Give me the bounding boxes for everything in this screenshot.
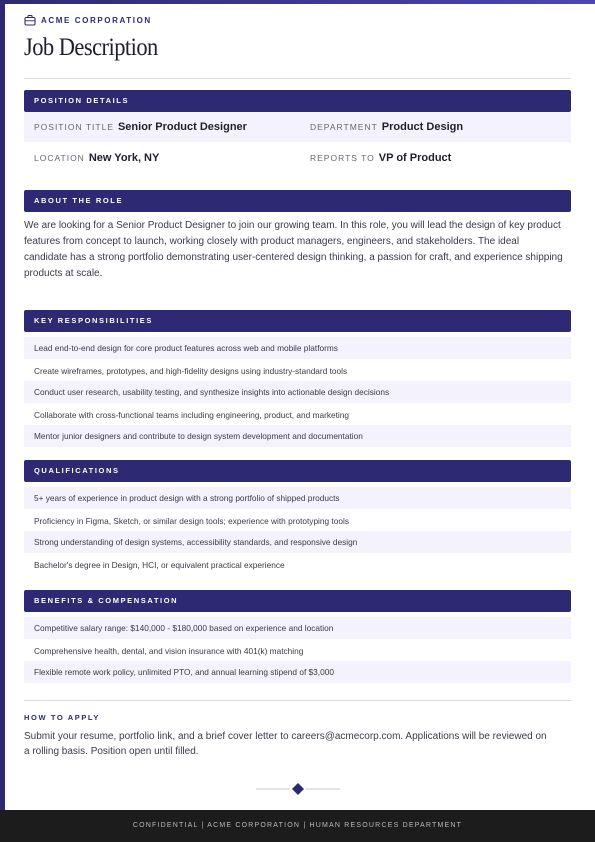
company-name: ACME CORPORATION	[41, 15, 152, 25]
list-item: 5+ years of experience in product design with a strong portfolio of shipped products	[24, 487, 571, 509]
position-title-label: POSITION TITLE	[34, 122, 114, 132]
list-item: Flexible remote work policy, unlimited PTO, and annual learning stipend of $3,000	[24, 661, 571, 683]
top-accent-bar	[0, 0, 595, 4]
title-divider	[24, 78, 571, 79]
company-brand	[24, 14, 152, 26]
section-header-qualifications: QUALIFICATIONS	[24, 460, 571, 482]
left-accent-bar	[0, 0, 5, 810]
list-item: Competitive salary range: $140,000 - $180,000 based on experience and location	[24, 617, 571, 639]
reports-to-label: REPORTS TO	[310, 153, 375, 163]
briefcase-icon	[24, 14, 36, 26]
section-header-about: ABOUT THE ROLE	[24, 190, 571, 212]
reports-to-value: VP of Product	[378, 152, 452, 164]
about-paragraph: We are looking for a Senior Product Designer to join our growing team. In this role, you will lead the design of key product features from concept to launch, working closely with product managers, engineers, and stakeholders. The ideal candidate has a strong portfolio demonstrating user-centered design thinking, a passion for craft, and experience shipping products at scale.	[24, 220, 563, 279]
list-item: Strong understanding of design systems, accessibility standards, and responsive design	[24, 531, 571, 553]
diamond-divider-icon	[256, 781, 340, 797]
details-row-2	[24, 143, 571, 173]
section-header-responsibilities: KEY RESPONSIBILITIES	[24, 310, 571, 332]
list-item: Comprehensive health, dental, and vision insurance with 401(k) matching	[34, 646, 304, 656]
list-item: Create wireframes, prototypes, and high-fidelity designs using industry-standard tools	[34, 366, 348, 376]
position-title-field	[34, 112, 247, 142]
location-value: New York, NY	[88, 152, 160, 164]
department-label: DEPARTMENT	[310, 122, 378, 132]
position-title-value: Senior Product Designer	[117, 121, 247, 133]
department-value: Product Design	[381, 121, 464, 133]
apply-heading: HOW TO APPLY	[24, 713, 101, 722]
page-title: Job Description	[24, 34, 158, 61]
section-header-benefits: BENEFITS & COMPENSATION	[24, 590, 571, 612]
location-field	[34, 143, 159, 173]
list-item: Mentor junior designers and contribute to design system development and documentation	[24, 425, 571, 447]
list-item: Proficiency in Figma, Sketch, or similar design tools; experience with prototyping tools	[34, 516, 349, 526]
apply-text: Submit your resume, portfolio link, and a brief cover letter to careers@acmecorp.com. Applications will be reviewed on a rolling basis. Position open until filled.	[24, 731, 547, 757]
details-row-1	[24, 112, 571, 142]
page-footer: CONFIDENTIAL | ACME CORPORATION | HUMAN RESOURCES DEPARTMENT	[0, 810, 595, 842]
list-item: Bachelor's degree in Design, HCI, or equivalent practical experience	[34, 560, 285, 570]
location-label: LOCATION	[34, 153, 85, 163]
department-field	[310, 112, 463, 142]
list-item: Lead end-to-end design for core product features across web and mobile platforms	[24, 337, 571, 359]
section-header-position-details: POSITION DETAILS	[24, 90, 571, 112]
apply-divider	[24, 700, 571, 701]
list-item: Conduct user research, usability testing, and synthesize insights into actionable design decisions	[24, 381, 571, 403]
list-item: Collaborate with cross-functional teams including engineering, product, and marketing	[34, 410, 349, 420]
reports-to-field	[310, 143, 451, 173]
